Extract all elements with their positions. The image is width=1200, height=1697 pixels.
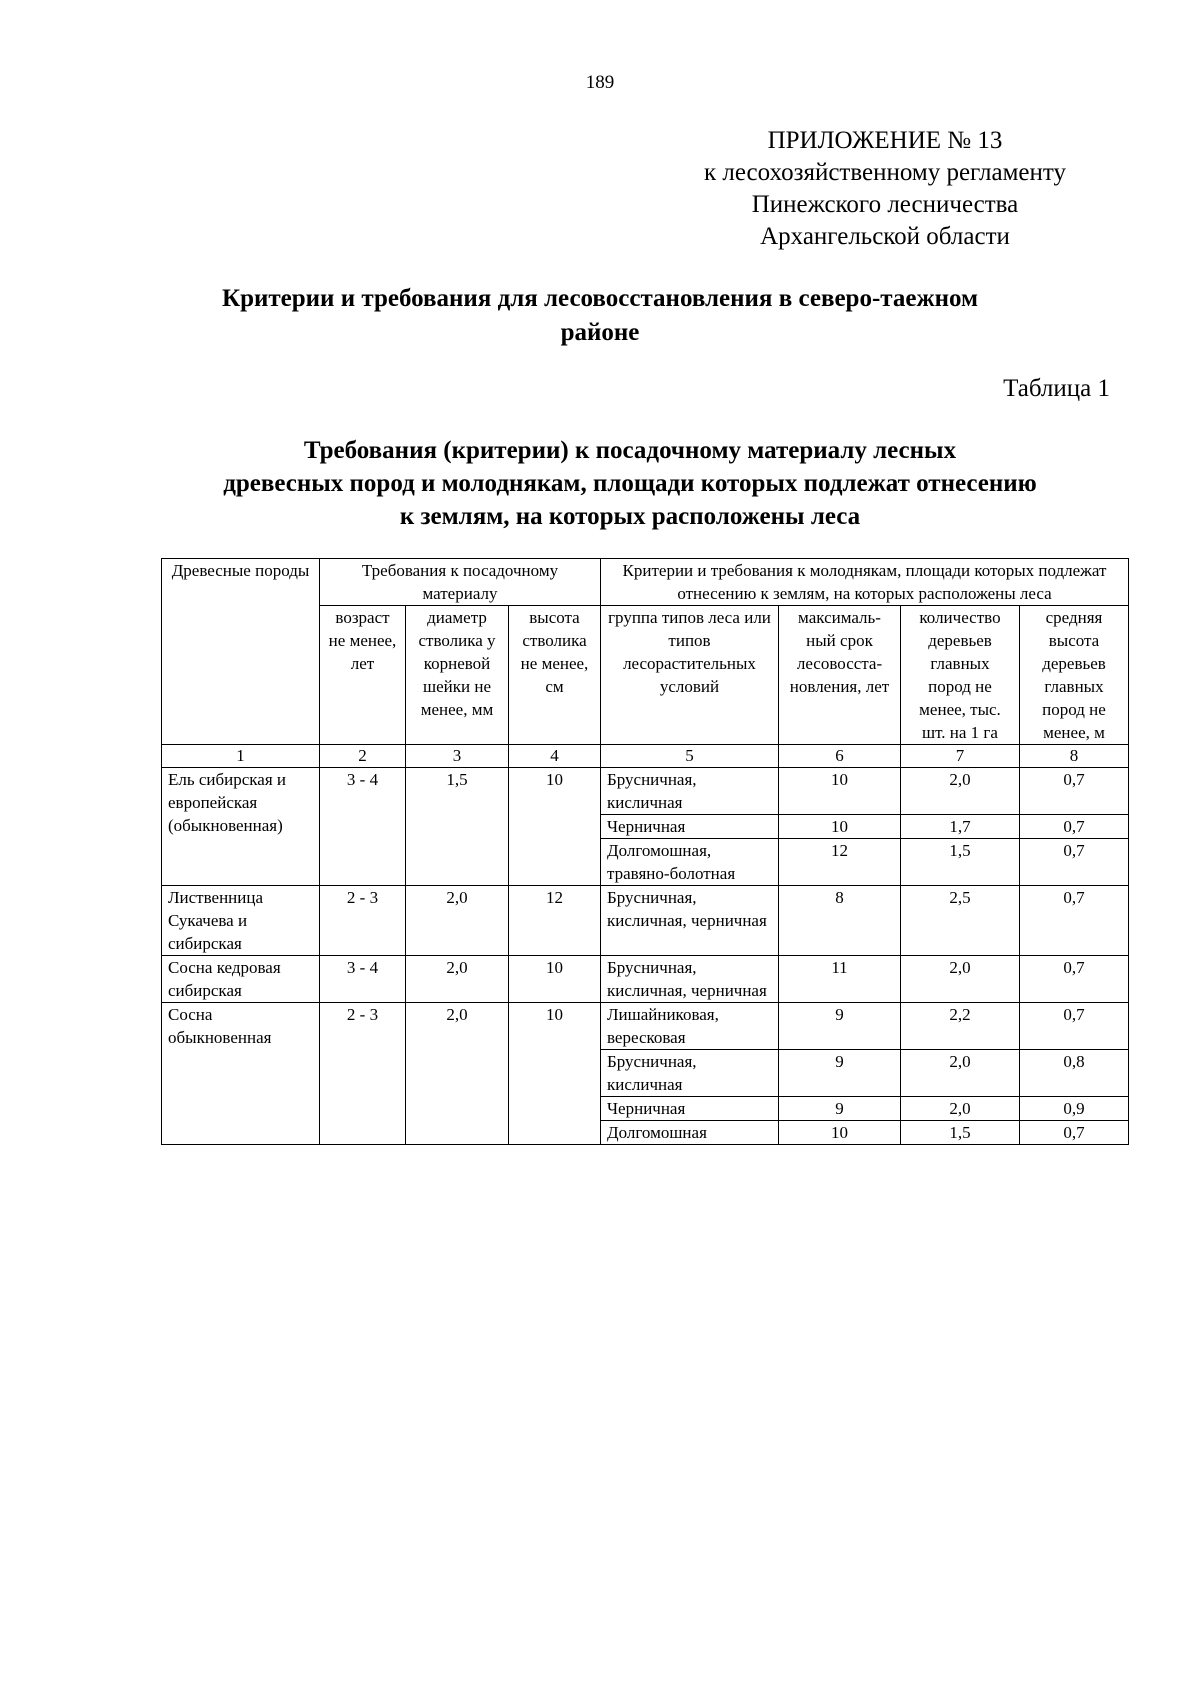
column-number: 7 (901, 745, 1020, 768)
tree-count-cell: 1,7 (901, 815, 1020, 839)
header-age: возраст не менее, лет (320, 606, 406, 745)
age-cell: 2 - 3 (320, 1003, 406, 1145)
height-cell: 10 (509, 1003, 601, 1145)
height-cell: 12 (509, 886, 601, 956)
avg-height-cell: 0,7 (1020, 768, 1129, 815)
column-number: 2 (320, 745, 406, 768)
height-cell: 10 (509, 768, 601, 886)
species-cell: Сосна кедровая сибирская (162, 956, 320, 1003)
forest-type-cell: Брусничная, кисличная (601, 768, 779, 815)
avg-height-cell: 0,9 (1020, 1097, 1129, 1121)
table-title-line: Требования (критерии) к посадочному материалу лесных (303, 437, 957, 464)
column-number: 1 (162, 745, 320, 768)
avg-height-cell: 0,7 (1020, 815, 1129, 839)
header-max-period: максималь-ный срок лесовосста-новления, лет (779, 606, 901, 745)
tree-count-cell: 2,0 (901, 1097, 1020, 1121)
subheader-row (162, 606, 1129, 745)
header-tree-count: количество деревьев главных пород не менее, тыс. шт. на 1 га (901, 606, 1020, 745)
forest-type-cell: Черничная (601, 1097, 779, 1121)
header-diameter: диаметр стволика у корневой шейки не менее, мм (406, 606, 509, 745)
forest-type-cell: Черничная (601, 815, 779, 839)
appendix-block (650, 125, 1120, 253)
age-cell: 2 - 3 (320, 886, 406, 956)
header-height: высота стволика не менее, см (509, 606, 601, 745)
appendix-line: Пинежского лесничества (751, 191, 1019, 218)
tree-count-cell: 2,2 (901, 1003, 1020, 1050)
header-row (162, 559, 1129, 606)
diameter-cell: 1,5 (406, 768, 509, 886)
document-heading (160, 282, 1040, 350)
max-period-cell: 10 (779, 815, 901, 839)
diameter-cell: 2,0 (406, 1003, 509, 1145)
avg-height-cell: 0,7 (1020, 886, 1129, 956)
header-young-group: Критерии и требования к молоднякам, площади которых подлежат отнесению к землям, на которых расположены леса (601, 559, 1129, 606)
max-period-cell: 11 (779, 956, 901, 1003)
avg-height-cell: 0,7 (1020, 1003, 1129, 1050)
tree-count-cell: 2,0 (901, 768, 1020, 815)
max-period-cell: 9 (779, 1003, 901, 1050)
tree-count-cell: 1,5 (901, 839, 1020, 886)
species-cell: Ель сибирская и европейская (обыкновенная) (162, 768, 320, 886)
tree-count-cell: 2,5 (901, 886, 1020, 956)
avg-height-cell: 0,7 (1020, 956, 1129, 1003)
avg-height-cell: 0,7 (1020, 839, 1129, 886)
table-row (162, 886, 1129, 956)
max-period-cell: 9 (779, 1097, 901, 1121)
diameter-cell: 2,0 (406, 956, 509, 1003)
forest-type-cell: Долгомошная, травяно-болотная (601, 839, 779, 886)
header-species-cont (162, 606, 320, 745)
tree-count-cell: 2,0 (901, 1050, 1020, 1097)
max-period-cell: 10 (779, 768, 901, 815)
max-period-cell: 10 (779, 1121, 901, 1145)
table-title (150, 434, 1110, 533)
max-period-cell: 8 (779, 886, 901, 956)
appendix-title: ПРИЛОЖЕНИЕ № 13 (767, 127, 1003, 154)
table-title-line: к землям, на которых расположены леса (399, 503, 861, 530)
table-label: Таблица 1 (1003, 375, 1110, 402)
max-period-cell: 12 (779, 839, 901, 886)
tree-count-cell: 1,5 (901, 1121, 1020, 1145)
column-numbers-row (162, 745, 1129, 768)
header-forest-type: группа типов леса или типов лесорастительных условий (601, 606, 779, 745)
header-planting-group: Требования к посадочному материалу (320, 559, 601, 606)
column-number: 3 (406, 745, 509, 768)
page-number: 189 (585, 72, 615, 93)
appendix-line: к лесохозяйственному регламенту (703, 159, 1067, 186)
column-number: 6 (779, 745, 901, 768)
header-species: Древесные породы (162, 559, 320, 606)
height-cell: 10 (509, 956, 601, 1003)
table-row (162, 956, 1129, 1003)
diameter-cell: 2,0 (406, 886, 509, 956)
column-number: 8 (1020, 745, 1129, 768)
appendix-line: Архангельской области (760, 223, 1010, 250)
max-period-cell: 9 (779, 1050, 901, 1097)
table-row (162, 768, 1129, 815)
requirements-table (161, 558, 1129, 1145)
age-cell: 3 - 4 (320, 956, 406, 1003)
age-cell: 3 - 4 (320, 768, 406, 886)
heading-line: районе (560, 319, 640, 346)
tree-count-cell: 2,0 (901, 956, 1020, 1003)
column-number: 5 (601, 745, 779, 768)
header-avg-height: средняя высота деревьев главных пород не менее, м (1020, 606, 1129, 745)
forest-type-cell: Брусничная, кисличная, черничная (601, 886, 779, 956)
avg-height-cell: 0,7 (1020, 1121, 1129, 1145)
forest-type-cell: Лишайниковая, вересковая (601, 1003, 779, 1050)
species-cell: Лиственница Сукачева и сибирская (162, 886, 320, 956)
species-cell: Сосна обыкновенная (162, 1003, 320, 1145)
forest-type-cell: Брусничная, кисличная (601, 1050, 779, 1097)
table-row (162, 1003, 1129, 1050)
forest-type-cell: Долгомошная (601, 1121, 779, 1145)
column-number: 4 (509, 745, 601, 768)
forest-type-cell: Брусничная, кисличная, черничная (601, 956, 779, 1003)
avg-height-cell: 0,8 (1020, 1050, 1129, 1097)
table-title-line: древесных пород и молоднякам, площади которых подлежат отнесению (223, 470, 1037, 497)
heading-line: Критерии и требования для лесовосстановления в северо-таежном (221, 285, 979, 312)
